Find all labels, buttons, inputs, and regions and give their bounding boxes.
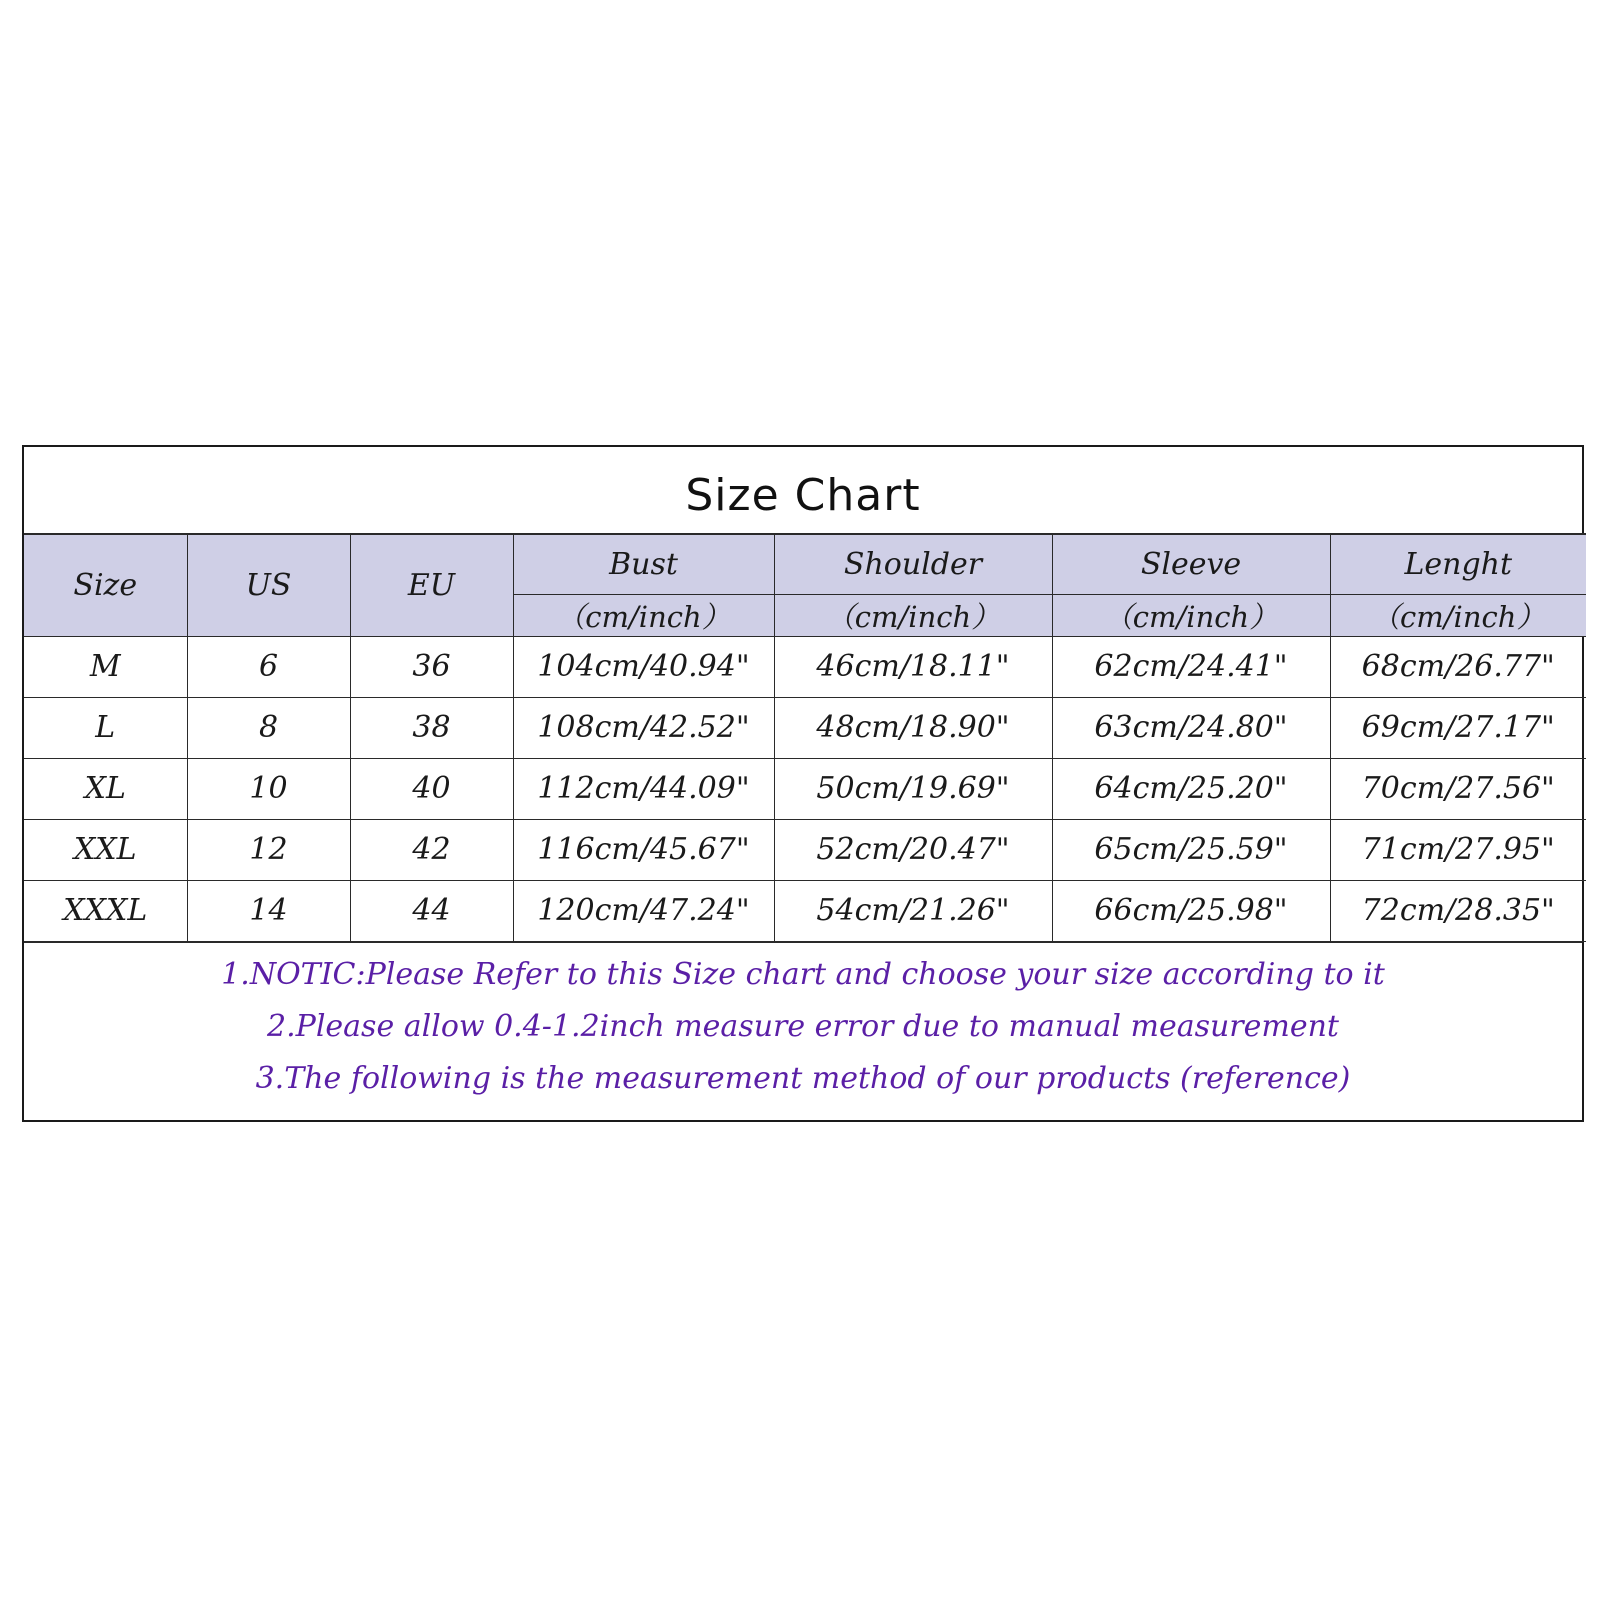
cell-bust: 120cm/47.24" bbox=[513, 880, 774, 941]
cell-length: 71cm/27.95" bbox=[1330, 819, 1586, 880]
header-eu: EU bbox=[350, 534, 513, 636]
header-sleeve: Sleeve bbox=[1052, 534, 1330, 594]
size-chart bbox=[22, 445, 1584, 1122]
cell-sleeve: 64cm/25.20" bbox=[1052, 758, 1330, 819]
cell-shoulder: 46cm/18.11" bbox=[774, 636, 1052, 697]
cell-us: 6 bbox=[187, 636, 350, 697]
cell-shoulder: 48cm/18.90" bbox=[774, 697, 1052, 758]
cell-sleeve: 63cm/24.80" bbox=[1052, 697, 1330, 758]
cell-eu: 44 bbox=[350, 880, 513, 941]
table-row bbox=[24, 758, 1586, 819]
cell-sleeve: 66cm/25.98" bbox=[1052, 880, 1330, 941]
cell-eu: 36 bbox=[350, 636, 513, 697]
header-us: US bbox=[187, 534, 350, 636]
cell-length: 69cm/27.17" bbox=[1330, 697, 1586, 758]
cell-us: 14 bbox=[187, 880, 350, 941]
cell-size: L bbox=[24, 697, 187, 758]
note-line: 1.NOTIC:Please Refer to this Size chart and choose your size according to it bbox=[221, 956, 1385, 992]
note-line: 2.Please allow 0.4-1.2inch measure error due to manual measurement bbox=[267, 1008, 1339, 1044]
cell-eu: 42 bbox=[350, 819, 513, 880]
chart-title: Size Chart bbox=[685, 470, 921, 521]
cell-size: XL bbox=[24, 758, 187, 819]
table-row bbox=[24, 819, 1586, 880]
cell-eu: 38 bbox=[350, 697, 513, 758]
cell-length: 70cm/27.56" bbox=[1330, 758, 1586, 819]
note-line: 3.The following is the measurement method of our products (reference) bbox=[255, 1060, 1351, 1096]
unit-bust: （cm/inch） bbox=[513, 594, 774, 636]
cell-bust: 116cm/45.67" bbox=[513, 819, 774, 880]
table-row bbox=[24, 697, 1586, 758]
cell-length: 72cm/28.35" bbox=[1330, 880, 1586, 941]
cell-shoulder: 52cm/20.47" bbox=[774, 819, 1052, 880]
unit-sleeve: （cm/inch） bbox=[1052, 594, 1330, 636]
unit-length: （cm/inch） bbox=[1330, 594, 1586, 636]
cell-sleeve: 65cm/25.59" bbox=[1052, 819, 1330, 880]
table-row bbox=[24, 880, 1586, 941]
header-length: Lenght bbox=[1330, 534, 1586, 594]
cell-us: 8 bbox=[187, 697, 350, 758]
cell-bust: 108cm/42.52" bbox=[513, 697, 774, 758]
header-row bbox=[24, 534, 1586, 594]
cell-shoulder: 50cm/19.69" bbox=[774, 758, 1052, 819]
cell-us: 12 bbox=[187, 819, 350, 880]
cell-length: 68cm/26.77" bbox=[1330, 636, 1586, 697]
header-bust: Bust bbox=[513, 534, 774, 594]
cell-sleeve: 62cm/24.41" bbox=[1052, 636, 1330, 697]
cell-bust: 112cm/44.09" bbox=[513, 758, 774, 819]
header-shoulder: Shoulder bbox=[774, 534, 1052, 594]
cell-bust: 104cm/40.94" bbox=[513, 636, 774, 697]
unit-shoulder: （cm/inch） bbox=[774, 594, 1052, 636]
cell-eu: 40 bbox=[350, 758, 513, 819]
cell-us: 10 bbox=[187, 758, 350, 819]
cell-size: XXXL bbox=[24, 880, 187, 941]
notes-section bbox=[24, 942, 1582, 1105]
cell-size: XXL bbox=[24, 819, 187, 880]
cell-shoulder: 54cm/21.26" bbox=[774, 880, 1052, 941]
table-row bbox=[24, 636, 1586, 697]
header-size: Size bbox=[24, 534, 187, 636]
cell-size: M bbox=[24, 636, 187, 697]
size-table bbox=[24, 533, 1586, 942]
